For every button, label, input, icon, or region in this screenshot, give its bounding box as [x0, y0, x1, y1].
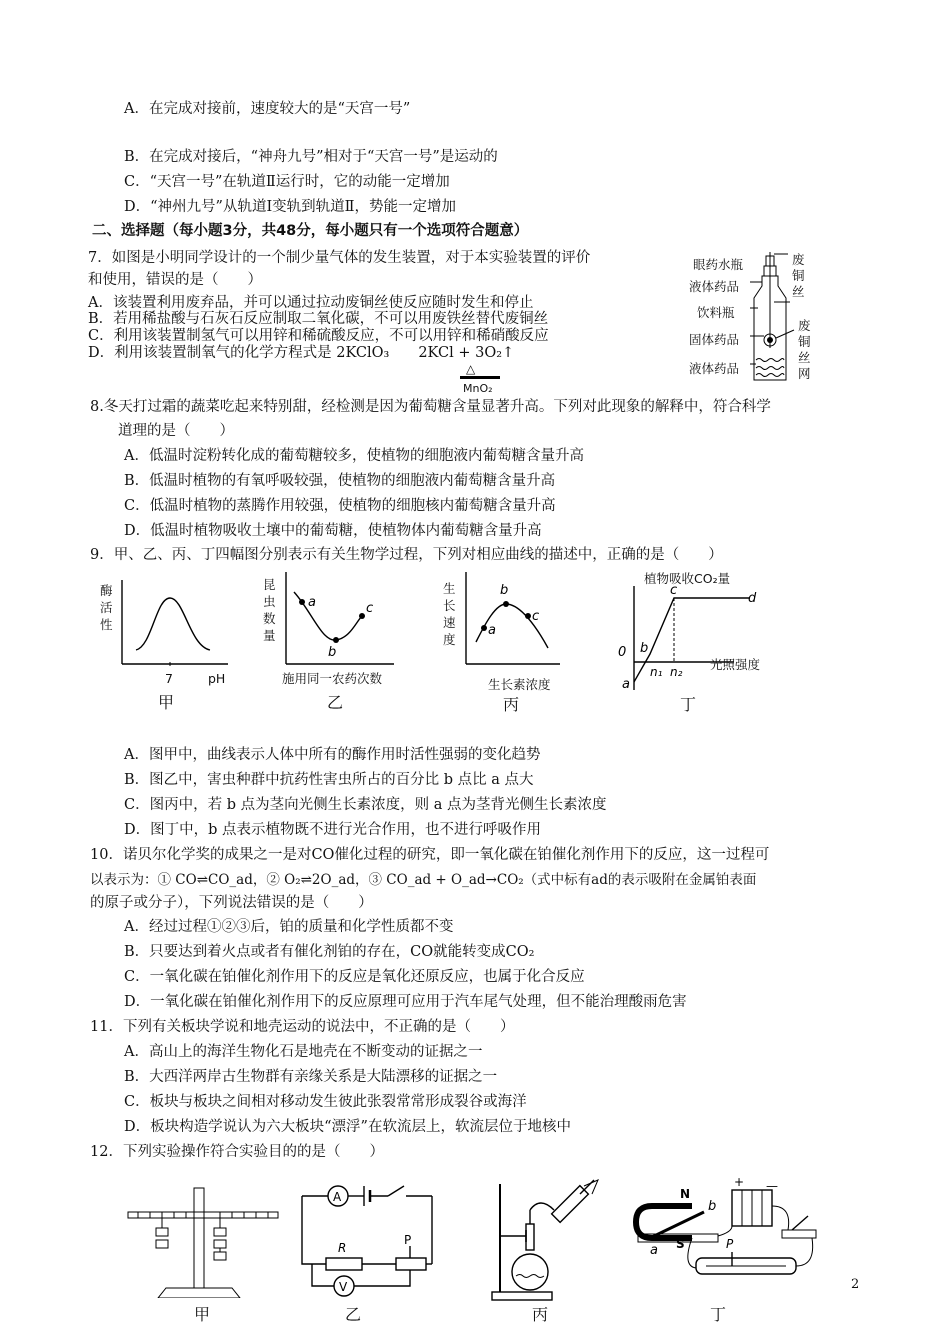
label-eyedrop-bottle: 眼药水瓶: [693, 257, 744, 272]
graph-ding-tick-n1: n₁: [650, 665, 663, 679]
graph-ding-point-b: b: [640, 641, 649, 656]
magnet-north-label: N: [680, 1187, 691, 1201]
graph-ding-origin: 0: [618, 645, 627, 660]
label-copper-wire: 废铜丝: [792, 252, 805, 299]
catalyst-label: MnO₂: [463, 382, 493, 395]
q6-option-c: C．“天宫一号”在轨道Ⅱ运行时，它的动能一定增加: [124, 174, 450, 190]
q8-option-b: B．低温时植物的有氧呼吸较强，使植物的细胞液内葡萄糖含量升高: [124, 473, 556, 489]
q6-option-a: A．在完成对接前，速度较大的是“天宫一号”: [124, 101, 411, 117]
label-liquid-bottom: 液体药品: [689, 361, 740, 376]
resistor-label: R: [338, 1241, 347, 1255]
rod-end-a-label: a: [650, 1243, 658, 1258]
q7-option-a: A．该装置利用废弃品，并可以通过拉动废铜丝使反应随时发生和停止: [88, 295, 534, 311]
ammeter-label: A: [333, 1190, 342, 1204]
q7-option-b: B．若用稀盐酸与石灰石反应制取二氧化碳，不可以用废铁丝替代废铜丝: [88, 311, 549, 327]
q11-option-d: D．板块构造学说认为六大板块“漂浮”在软流层上，软流层位于地核中: [124, 1119, 571, 1135]
graph-yi-point-a: a: [308, 595, 316, 610]
q11-stem: 11．下列有关板块学说和地壳运动的说法中，不正确的是（ ）: [90, 1019, 515, 1035]
q9-option-b: B．图乙中，害虫种群中抗药性害虫所占的百分比 b 点比 a 点大: [124, 772, 534, 788]
section-title: 二、选择题（每小题3分，共48分，每小题只有一个选项符合题意）: [92, 223, 529, 239]
battery-minus-label: —: [766, 1179, 778, 1193]
battery-plus-label: +: [734, 1176, 745, 1189]
q12-caption-yi: 乙: [345, 1305, 362, 1324]
graph-ding-tick-n2: n₂: [670, 665, 683, 679]
q10-option-a: A．经过过程①②③后，铂的质量和化学性质都不变: [124, 919, 454, 935]
q12-flask-figure: [490, 1176, 610, 1302]
q7-option-d: D．利用该装置制氧气的化学方程式是 2KClO₃ 2KCl + 3O₂↑: [88, 345, 515, 361]
voltmeter-label: V: [339, 1280, 348, 1294]
q8-option-c: C．低温时植物的蒸腾作用较强，使植物的细胞核内葡萄糖含量升高: [124, 498, 556, 514]
q7-stem-line1: 7．如图是小明同学设计的一个制少量气体的发生装置，对于本实验装置的评价: [88, 250, 591, 266]
label-drink-bottle: 饮料瓶: [697, 305, 735, 320]
graph-jia: [118, 580, 230, 670]
graph-bing-caption: 丙: [503, 695, 520, 714]
q12-caption-jia: 甲: [194, 1305, 211, 1324]
q10-option-d: D．一氧化碳在铂催化剂作用下的反应原理可应用于汽车尾气处理，但不能治理酸雨危害: [124, 994, 687, 1010]
gas-apparatus-figure: [748, 252, 798, 388]
q8-stem-line2: 道理的是（ ）: [118, 423, 234, 439]
slider-label: P: [404, 1233, 412, 1247]
q11-option-b: B．大西洋两岸古生物群有亲缘关系是大陆漂移的证据之一: [124, 1069, 498, 1085]
graph-bing: [462, 572, 562, 670]
q8-stem-line1: 8.冬天打过霜的蔬菜吃起来特别甜，经检测是因为葡萄糖含量显著升高。下列对此现象的解释中，符合科学: [90, 399, 771, 415]
graph-yi-xlabel: 施用同一农药次数: [282, 671, 383, 686]
q9-option-a: A．图甲中，曲线表示人体中所有的酶作用时活性强弱的变化趋势: [124, 747, 541, 763]
rheostat-slider-label: P: [726, 1237, 734, 1251]
q12-magnet-figure: [632, 1176, 828, 1302]
q8-option-d: D．低温时植物吸收土壤中的葡萄糖，使植物体内葡萄糖含量升高: [124, 523, 542, 539]
q10-option-b: B．只要达到着火点或者有催化剂铂的存在，CO就能转变成CO₂: [124, 944, 535, 960]
label-liquid-top: 液体药品: [689, 279, 740, 294]
q10-stem-line1: 10．诺贝尔化学奖的成果之一是对CO催化过程的研究，即一氧化碳在铂催化剂作用下的反应，这一过程可: [90, 847, 770, 863]
label-solid: 固体药品: [689, 332, 740, 347]
graph-jia-caption: 甲: [158, 693, 175, 712]
q6-option-d: D．“神州九号”从轨道Ⅰ变轨到轨道Ⅱ，势能一定增加: [124, 199, 457, 215]
label-copper-mesh: 废铜丝网: [798, 318, 811, 381]
q12-lever-figure: [122, 1178, 282, 1298]
q9-option-c: C．图丙中，若 b 点为茎向光侧生长素浓度，则 a 点为茎背光侧生长素浓度: [124, 797, 607, 813]
magnet-south-label: S: [676, 1237, 685, 1251]
graph-yi: [282, 572, 398, 670]
q10-stem-line3: 的原子或分子），下列说法错误的是（ ）: [90, 895, 373, 911]
q12-caption-bing: 丙: [532, 1305, 549, 1324]
q12-circuit-figure: [292, 1176, 440, 1302]
reaction-arrow-bar: [460, 376, 500, 379]
graph-yi-caption: 乙: [327, 693, 344, 712]
graph-bing-point-b: b: [500, 583, 509, 598]
page-number: 2: [851, 1277, 860, 1292]
q7-stem-line2: 和使用，错误的是（ ）: [88, 272, 262, 288]
graph-ding-point-d: d: [748, 591, 757, 606]
graph-ding-caption: 丁: [680, 695, 697, 714]
graph-ding-point-c: c: [670, 586, 678, 598]
q7-option-c: C．利用该装置制氢气可以用锌和稀硫酸反应，不可以用锌和稀硝酸反应: [88, 328, 549, 344]
q6-option-b: B．在完成对接后，“神舟九号”相对于“天宫一号”是运动的: [124, 149, 498, 165]
q9-option-d: D．图丁中，b 点表示植物既不进行光合作用，也不进行呼吸作用: [124, 822, 542, 838]
graph-jia-tick: 7: [165, 671, 173, 686]
graph-yi-point-c: c: [366, 601, 374, 616]
graph-jia-xlabel: pH: [208, 671, 226, 686]
graph-bing-point-a: a: [488, 623, 496, 638]
heat-symbol: △: [466, 362, 476, 376]
q11-option-c: C．板块与板块之间相对移动发生彼此张裂常常形成裂谷或海洋: [124, 1094, 527, 1110]
q10-option-c: C．一氧化碳在铂催化剂作用下的反应是氧化还原反应，也属于化合反应: [124, 969, 585, 985]
graph-bing-point-c: c: [532, 609, 540, 624]
q11-option-a: A．高山上的海洋生物化石是地壳在不断变动的证据之一: [124, 1044, 483, 1060]
q9-stem: 9．甲、乙、丙、丁四幅图分别表示有关生物学过程，下列对相应曲线的描述中，正确的是（ ）: [90, 547, 723, 563]
graph-ding-xlabel: 光照强度: [710, 657, 761, 672]
graph-ding-ylabel: 植物吸收CO₂量: [644, 571, 731, 586]
rod-end-b-label: b: [708, 1199, 717, 1214]
graph-jia-ylabel: 酶活性: [100, 583, 113, 632]
graph-ding-point-a: a: [622, 677, 630, 692]
graph-bing-ylabel: 生长速度: [443, 581, 456, 647]
q8-option-a: A．低温时淀粉转化成的葡萄糖较多，使植物的细胞液内葡萄糖含量升高: [124, 448, 584, 464]
graph-yi-point-b: b: [328, 645, 337, 660]
q12-caption-ding: 丁: [710, 1305, 727, 1324]
q12-stem: 12．下列实验操作符合实验目的的是（ ）: [90, 1144, 384, 1160]
graph-ding: [616, 586, 792, 692]
q10-stem-line2: 以表示为：① CO⇌CO_ad，② O₂⇌2O_ad，③ CO_ad + O_ad→CO₂（式中标有ad的表示吸附在金属铂表面: [90, 872, 757, 888]
graph-bing-xlabel: 生长素浓度: [488, 677, 551, 692]
graph-yi-ylabel: 昆虫数量: [263, 577, 276, 643]
